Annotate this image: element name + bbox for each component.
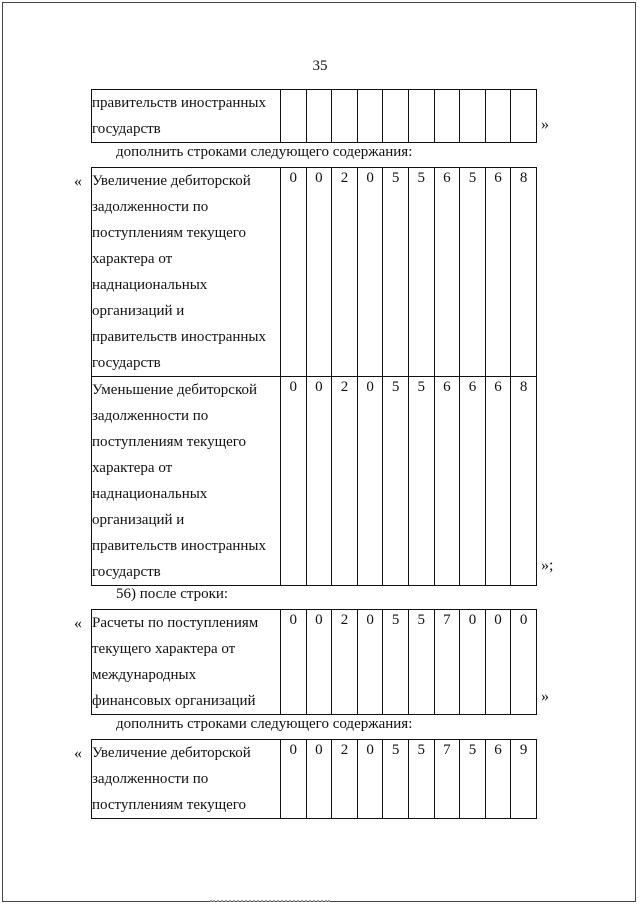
code-digit: 6 <box>485 168 511 377</box>
table-row-description: правительств иностранных государств <box>92 90 281 143</box>
code-digit: 0 <box>357 610 383 715</box>
table-row <box>92 377 537 586</box>
table-row-description: Увеличение дебиторской задолженности по поступлениям текущего характера от наднациональных организаций и правительств иностранных государств <box>92 168 281 377</box>
code-digit <box>485 90 511 143</box>
table-row-description: Уменьшение дебиторской задолженности по поступлениям текущего характера от наднациональных организаций и правительств иностранных государств <box>92 377 281 586</box>
code-digit: 5 <box>383 610 409 715</box>
code-digit: 5 <box>383 377 409 586</box>
table-row <box>92 740 537 819</box>
code-digit: 0 <box>460 610 486 715</box>
code-digit: 2 <box>332 168 358 377</box>
code-digit <box>332 90 358 143</box>
page-number: 35 <box>312 58 328 74</box>
code-digit <box>460 90 486 143</box>
closing-quote: »; <box>541 557 554 574</box>
code-digit: 8 <box>511 168 537 377</box>
code-digit: 0 <box>357 168 383 377</box>
code-digit: 0 <box>357 377 383 586</box>
opening-quote: « <box>74 615 82 632</box>
code-digit: 0 <box>306 377 332 586</box>
closing-quote: » <box>541 688 549 705</box>
paragraph-supplement: дополнить строками следующего содержания: <box>116 144 413 160</box>
code-digit: 6 <box>460 377 486 586</box>
code-digit: 0 <box>485 610 511 715</box>
code-table-continuation <box>91 89 537 143</box>
code-digit: 5 <box>460 740 486 819</box>
table-row <box>92 168 537 377</box>
code-digit: 0 <box>306 610 332 715</box>
table-row-description: Увеличение дебиторской задолженности по поступлениям текущего <box>92 740 281 819</box>
code-digit <box>281 90 307 143</box>
closing-quote: » <box>541 116 549 133</box>
table-row-description: Расчеты по поступлениям текущего характера от международных финансовых организаций <box>92 610 281 715</box>
paragraph-after-row: 56) после строки: <box>116 586 229 602</box>
code-digit: 0 <box>511 610 537 715</box>
scan-edge-mark <box>210 900 330 905</box>
code-digit: 7 <box>434 610 460 715</box>
code-digit <box>357 90 383 143</box>
opening-quote: « <box>74 745 82 762</box>
code-digit: 5 <box>408 610 434 715</box>
code-digit: 6 <box>434 377 460 586</box>
code-digit: 2 <box>332 740 358 819</box>
code-digit: 0 <box>281 377 307 586</box>
opening-quote: « <box>74 173 82 190</box>
code-table-new-rows <box>91 167 537 586</box>
code-digit <box>306 90 332 143</box>
code-digit: 2 <box>332 377 358 586</box>
table-row <box>92 610 537 715</box>
code-table-settlements <box>91 609 537 715</box>
code-digit: 0 <box>281 168 307 377</box>
code-digit <box>383 90 409 143</box>
code-digit: 0 <box>281 740 307 819</box>
code-digit: 9 <box>511 740 537 819</box>
code-digit: 0 <box>281 610 307 715</box>
code-digit <box>434 90 460 143</box>
code-digit: 0 <box>357 740 383 819</box>
paragraph-supplement: дополнить строками следующего содержания: <box>116 716 413 732</box>
code-digit: 5 <box>460 168 486 377</box>
code-digit <box>511 90 537 143</box>
code-digit: 7 <box>434 740 460 819</box>
code-digit: 6 <box>434 168 460 377</box>
code-digit: 5 <box>383 740 409 819</box>
code-digit: 5 <box>408 377 434 586</box>
code-digit: 5 <box>408 168 434 377</box>
code-digit: 8 <box>511 377 537 586</box>
code-digit: 6 <box>485 740 511 819</box>
code-digit: 0 <box>306 740 332 819</box>
code-table-increase <box>91 739 537 819</box>
code-digit: 6 <box>485 377 511 586</box>
code-digit: 2 <box>332 610 358 715</box>
code-digit: 5 <box>408 740 434 819</box>
code-digit: 5 <box>383 168 409 377</box>
code-digit <box>408 90 434 143</box>
code-digit: 0 <box>306 168 332 377</box>
